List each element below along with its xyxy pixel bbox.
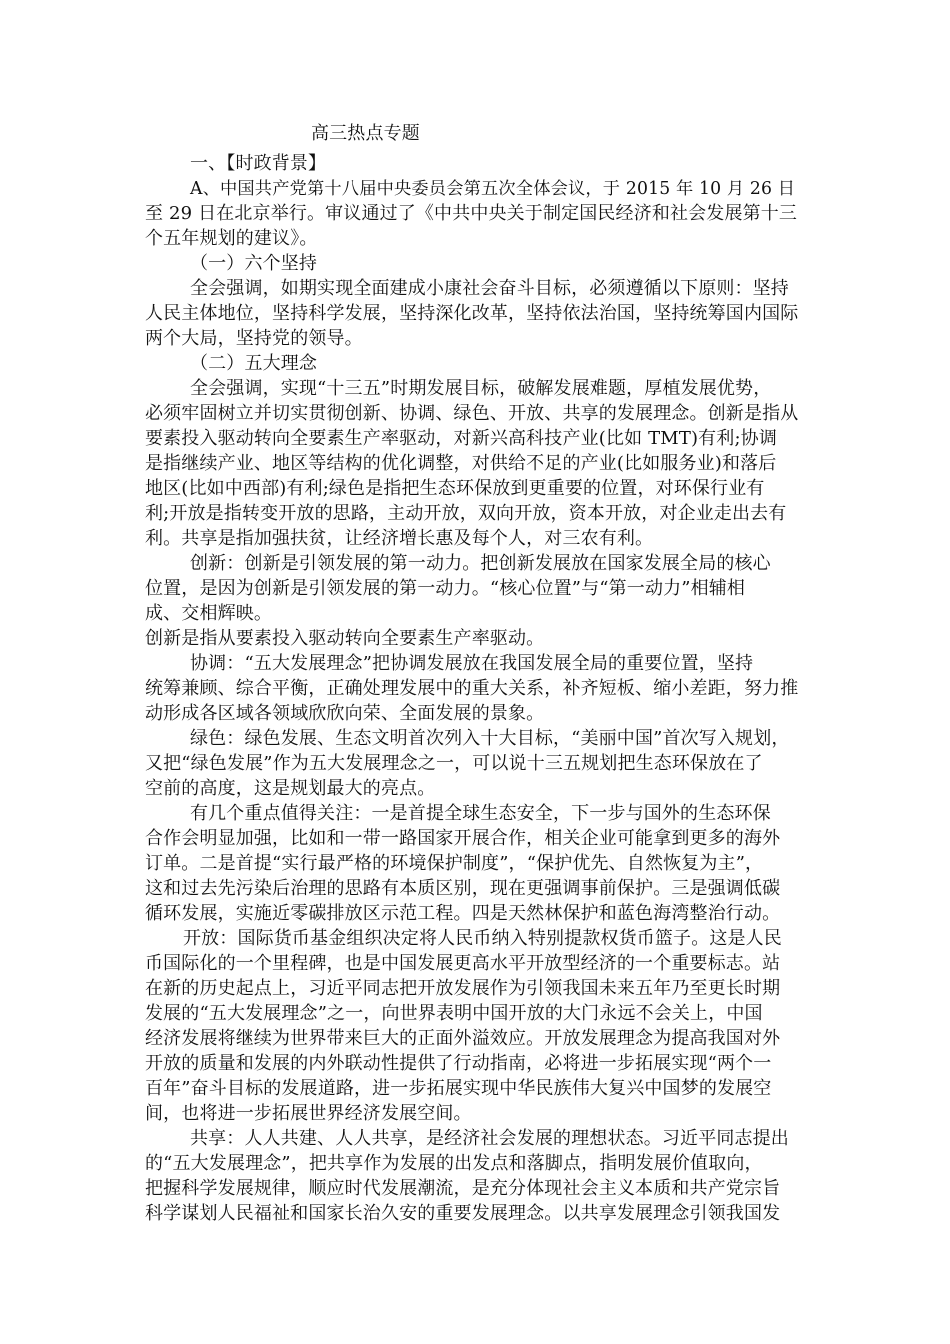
text-line: 至 29 日在北京举行。审议通过了《中共中央关于制定国民经济和社会发展第十三 <box>145 203 798 224</box>
text-line: 绿色：绿色发展、生态文明首次列入十大目标，“美丽中国”首次写入规划， <box>190 728 790 749</box>
text-line: 创新是指从要素投入驱动转向全要素生产率驱动。 <box>145 628 545 649</box>
text-line: （一）六个坚持 <box>190 253 318 274</box>
text-line: 开放的质量和发展的内外联动性提供了行动指南，必将进一步拓展实现“两个一 <box>145 1053 772 1074</box>
document-title: 高三热点专题 <box>311 123 420 144</box>
text-line: 的“五大发展理念”，把共享作为发展的出发点和落脚点，指明发展价值取向， <box>145 1153 763 1174</box>
text-line: 位置，是因为创新是引领发展的第一动力。“核心位置”与“第一动力”相辅相 <box>145 578 746 599</box>
text-line: （二）五大理念 <box>190 353 318 374</box>
text-line: 订单。二是首提“实行最严格的环境保护制度”，“保护优先、自然恢复为主”， <box>145 853 764 874</box>
text-line: 地区(比如中西部)有利;绿色是指把生态环保放到更重要的位置，对环保行业有 <box>145 478 765 499</box>
text-line: 人民主体地位，坚持科学发展，坚持深化改革，坚持依法治国，坚持统筹国内国际 <box>145 303 799 324</box>
text-line: 共享：人人共建、人人共享，是经济社会发展的理想状态。习近平同志提出 <box>190 1128 789 1149</box>
text-line: 有几个重点值得关注：一是首提全球生态安全，下一步与国外的生态环保 <box>190 803 771 824</box>
text-line: 在新的历史起点上，习近平同志把开放发展作为引领我国未来五年乃至更长时期 <box>145 978 781 999</box>
text-line: 这和过去先污染后治理的思路有本质区别，现在更强调事前保护。三是强调低碳 <box>145 878 781 899</box>
text-line: 个五年规划的建议》。 <box>145 228 318 249</box>
text-line: 利。共享是指加强扶贫，让经济增长惠及每个人，对三农有利。 <box>145 528 654 549</box>
text-line: 成、交相辉映。 <box>145 603 273 624</box>
text-line: 两个大局，坚持党的领导。 <box>145 328 363 349</box>
text-line: 全会强调，如期实现全面建成小康社会奋斗目标，必须遵循以下原则：坚持 <box>190 278 789 299</box>
text-line: 合作会明显加强，比如和一带一路国家开展合作，相关企业可能拿到更多的海外 <box>145 828 781 849</box>
text-line: 要素投入驱动转向全要素生产率驱动，对新兴高科技产业(比如 TMT)有利;协调 <box>145 428 777 449</box>
text-line: 经济发展将继续为世界带来巨大的正面外溢效应。开放发展理念为提高我国对外 <box>145 1028 781 1049</box>
text-line: 是指继续产业、地区等结构的优化调整，对供给不足的产业(比如服务业)和落后 <box>145 453 777 474</box>
text-line: 一、【时政背景】 <box>190 153 327 174</box>
text-line: 百年”奋斗目标的发展道路，进一步拓展实现中华民族伟大复兴中国梦的发展空 <box>145 1078 772 1099</box>
text-line: 利;开放是指转变开放的思路，主动开放，双向开放，资本开放，对企业走出去有 <box>145 503 787 524</box>
text-line: 全会强调，实现“十三五”时期发展目标，破解发展难题，厚植发展优势， <box>190 378 772 399</box>
text-line: 空前的高度，这是规划最大的亮点。 <box>145 778 436 799</box>
text-line: 动形成各区域各领域欣欣向荣、全面发展的景象。 <box>145 703 545 724</box>
text-line: 间，也将进一步拓展世界经济发展空间。 <box>145 1103 472 1124</box>
text-line: 统筹兼顾、综合平衡，正确处理发展中的重大关系，补齐短板、缩小差距，努力推 <box>145 678 799 699</box>
text-line: 循环发展，实施近零碳排放区示范工程。四是天然林保护和蓝色海湾整治行动。 <box>145 903 781 924</box>
text-line: 发展的“五大发展理念”之一，向世界表明中国开放的大门永远不会关上，中国 <box>145 1003 763 1024</box>
text-line: 币国际化的一个里程碑，也是中国发展更高水平开放型经济的一个重要标志。站 <box>145 953 781 974</box>
text-line: 协调：“五大发展理念”把协调发展放在我国发展全局的重要位置，坚持 <box>190 653 754 674</box>
text-line: 开放：国际货币基金组织决定将人民币纳入特别提款权货币篮子。这是人民 <box>183 928 782 949</box>
text-line: 又把“绿色发展”作为五大发展理念之一，可以说十三五规划把生态环保放在了 <box>145 753 763 774</box>
text-line: 把握科学发展规律，顺应时代发展潮流，是充分体现社会主义本质和共产党宗旨 <box>145 1178 781 1199</box>
text-line: 创新：创新是引领发展的第一动力。把创新发展放在国家发展全局的核心 <box>190 553 771 574</box>
text-line: 必须牢固树立并切实贯彻创新、协调、绿色、开放、共享的发展理念。创新是指从 <box>145 403 799 424</box>
text-line: 科学谋划人民福祉和国家长治久安的重要发展理念。以共享发展理念引领我国发 <box>145 1203 781 1224</box>
text-line: A、中国共产党第十八届中央委员会第五次全体会议，于 2015 年 10 月 26 日 <box>190 179 796 199</box>
